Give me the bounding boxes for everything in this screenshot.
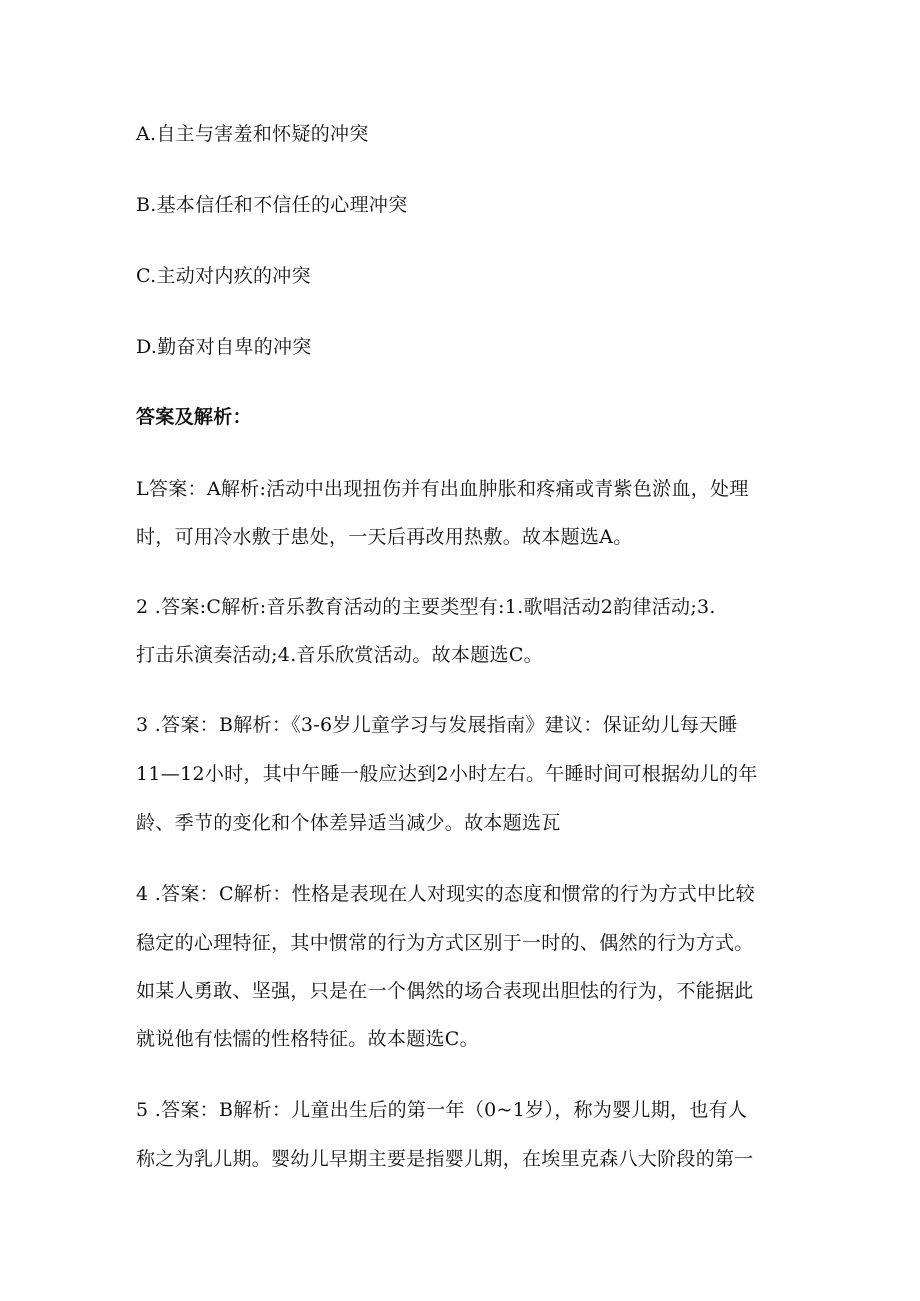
option-b: B.基本信任和不信任的心理冲突 (136, 194, 408, 216)
answer-3-line-2: 11—12小时，其中午睡一般应达到2小时左右。午睡时间可根据幼儿的年 (136, 763, 758, 785)
answer-3-line-3: 龄、季节的变化和个体差异适当减少。故本题选瓦 (136, 812, 561, 834)
answer-5-line-2: 称之为乳儿期。婴幼儿早期主要是指婴儿期，在埃里克森八大阶段的第一 (136, 1148, 754, 1170)
answer-3-line-1: 3 .答案：B解析：《3-6岁儿童学习与发展指南》建议：保证幼儿每天睡 (136, 714, 738, 736)
option-c: C.主动对内疚的冲突 (136, 265, 311, 287)
answer-1-line-1: L答案：A解析:活动中出现扭伤并有出血肿胀和疼痛或青紫色淤血，处理 (136, 478, 749, 500)
option-a: A.自主与害羞和怀疑的冲突 (136, 123, 369, 145)
answer-2-line-1: 2 .答案:C解析:音乐教育活动的主要类型有:1.歌唱活动2韵律活动;3. (136, 596, 716, 618)
answer-4-line-2: 稳定的心理特征，其中惯常的行为方式区别于一时的、偶然的行为方式。 (136, 932, 754, 954)
answer-4-line-1: 4 .答案：C解析：性格是表现在人对现实的态度和惯常的行为方式中比较 (136, 883, 755, 905)
answer-4-line-4: 就说他有怯懦的性格特征。故本题选C。 (136, 1028, 479, 1050)
answer-1-line-2: 时，可用冷水敷于患处，一天后再改用热敷。故本题选A。 (136, 526, 633, 548)
answers-heading: 答案及解析： (136, 406, 252, 428)
option-d: D.勤奋对自卑的冲突 (136, 336, 312, 358)
answer-5-line-1: 5 .答案：B解析：儿童出生后的第一年（0~1岁），称为婴儿期，也有人 (136, 1099, 748, 1121)
answer-4-line-3: 如某人勇敢、坚强，只是在一个偶然的场合表现出胆怯的行为，不能据此 (136, 980, 754, 1002)
answer-2-line-2: 打击乐演奏活动;4.音乐欣赏活动。故本题选C。 (136, 644, 543, 666)
